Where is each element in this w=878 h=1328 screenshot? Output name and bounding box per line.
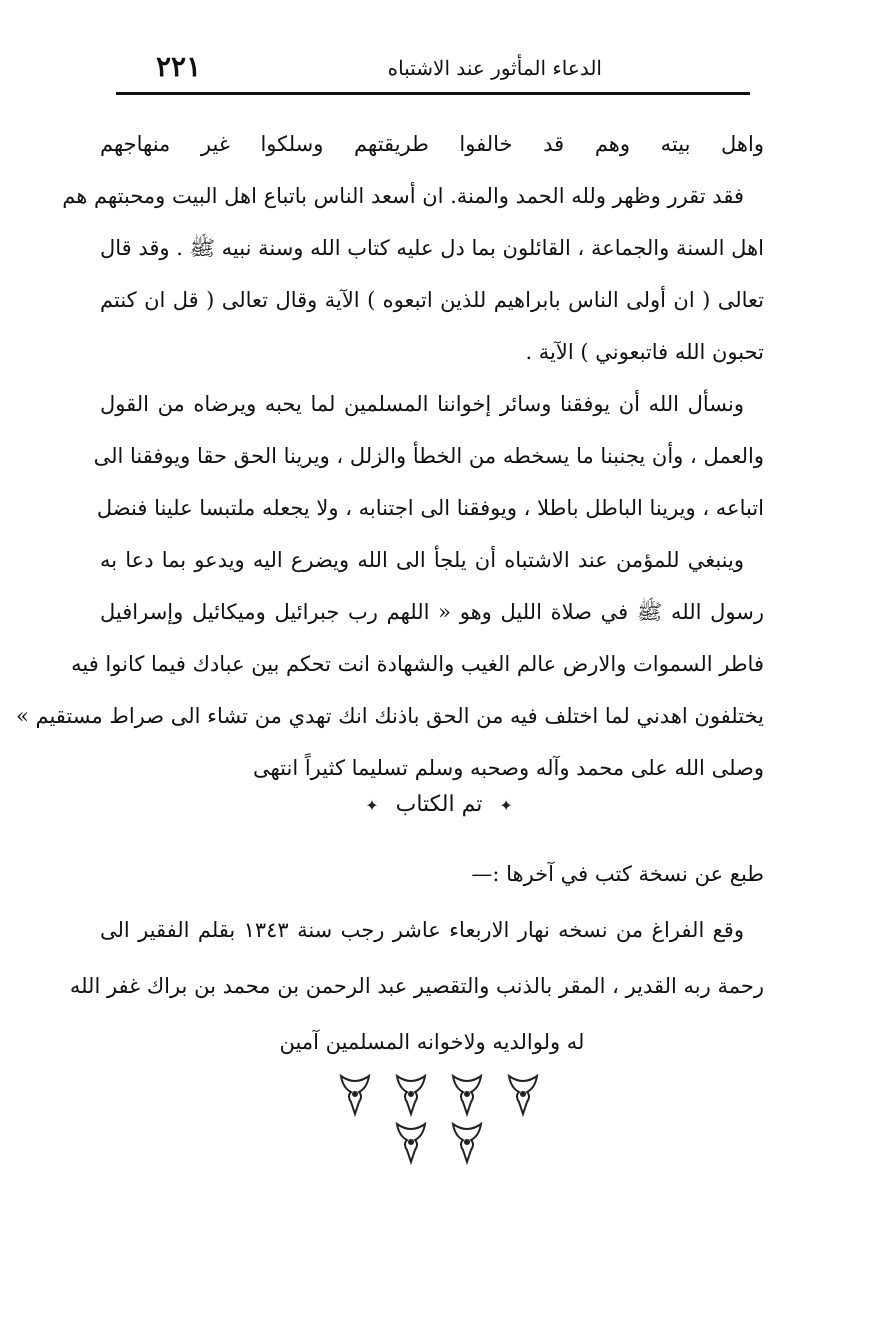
colophon-line: وقع الفراغ من نسخه نهار الاربعاء عاشر رجب سنة ١٣٤٣ بقلم الفقير الى xyxy=(100,918,744,942)
ornament-icon: ✦ xyxy=(499,795,513,815)
fleuron-icon xyxy=(505,1072,541,1116)
colophon-intro: طبع عن نسخة كتب في آخرها :— xyxy=(471,862,764,886)
fleuron-icon xyxy=(393,1120,429,1164)
text-line: والعمل ، وأن يجنبنا ما يسخطه من الخطأ والزلل ، ويرينا الحق حقا ويوفقنا الى xyxy=(93,444,764,468)
body-text xyxy=(15,118,764,794)
end-of-book-heading xyxy=(0,792,878,836)
ornament-icon: ✦ xyxy=(365,795,379,815)
header-rule xyxy=(116,92,750,95)
text-line: وينبغي للمؤمن عند الاشتباه أن يلجأ الى الله ويضرع اليه ويدعو بما دعا به xyxy=(100,548,744,572)
text-line: فقد تقرر وظهر ولله الحمد والمنة. ان أسعد الناس باتباع اهل البيت ومحبتهم هم xyxy=(62,184,744,208)
header-title: الدعاء المأثور عند الاشتباه xyxy=(387,56,602,80)
text-line: اهل السنة والجماعة ، القائلون بما دل عليه كتاب الله وسنة نبيه ﷺ . وقد قال xyxy=(100,236,764,260)
closing-fleurons xyxy=(0,1072,878,1172)
fleuron-row xyxy=(0,1120,878,1168)
text-line: تعالى ( ان أولى الناس بابراهيم للذين اتبعوه ) الآية وقال تعالى ( قل ان كنتم xyxy=(100,288,764,312)
colophon xyxy=(69,846,764,1070)
text-line: وصلى الله على محمد وآله وصحبه وسلم تسليما كثيراً انتهى xyxy=(252,756,764,780)
text-line: فاطر السموات والارض عالم الغيب والشهادة انت تحكم بين عبادك فيما كانوا فيه xyxy=(71,652,764,676)
text-line: تحبون الله فاتبعوني ) الآية . xyxy=(525,340,764,364)
text-line: ونسأل الله أن يوفقنا وسائر إخواننا المسلمين لما يحبه ويرضاه من القول xyxy=(100,392,744,416)
text-line: واهل بيته وهم قد خالفوا طريقتهم وسلكوا غير منهاجهم xyxy=(100,132,764,156)
fleuron-icon xyxy=(337,1072,373,1116)
fleuron-icon xyxy=(449,1072,485,1116)
text-line: رسول الله ﷺ في صلاة الليل وهو « اللهم رب جبرائيل وميكائيل وإسرافيل xyxy=(100,600,764,624)
end-title-text: تم الكتاب xyxy=(395,792,483,817)
colophon-line: له ولوالديه ولاخوانه المسلمين آمين xyxy=(279,1030,585,1054)
fleuron-row xyxy=(0,1072,878,1120)
text-line: اتباعه ، ويرينا الباطل باطلا ، ويوفقنا الى اجتنابه ، ولا يجعله ملتبسا علينا فنضل xyxy=(96,496,764,520)
colophon-line: رحمة ربه القدير ، المقر بالذنب والتقصير عبد الرحمن بن محمد بن براك غفر الله xyxy=(69,974,764,998)
fleuron-icon xyxy=(449,1120,485,1164)
page-number: ٢٢١ xyxy=(156,50,202,83)
fleuron-icon xyxy=(393,1072,429,1116)
running-header xyxy=(118,40,750,92)
text-line: يختلفون اهدني لما اختلف فيه من الحق باذنك انك تهدي من تشاء الى صراط مستقيم » xyxy=(15,704,764,728)
